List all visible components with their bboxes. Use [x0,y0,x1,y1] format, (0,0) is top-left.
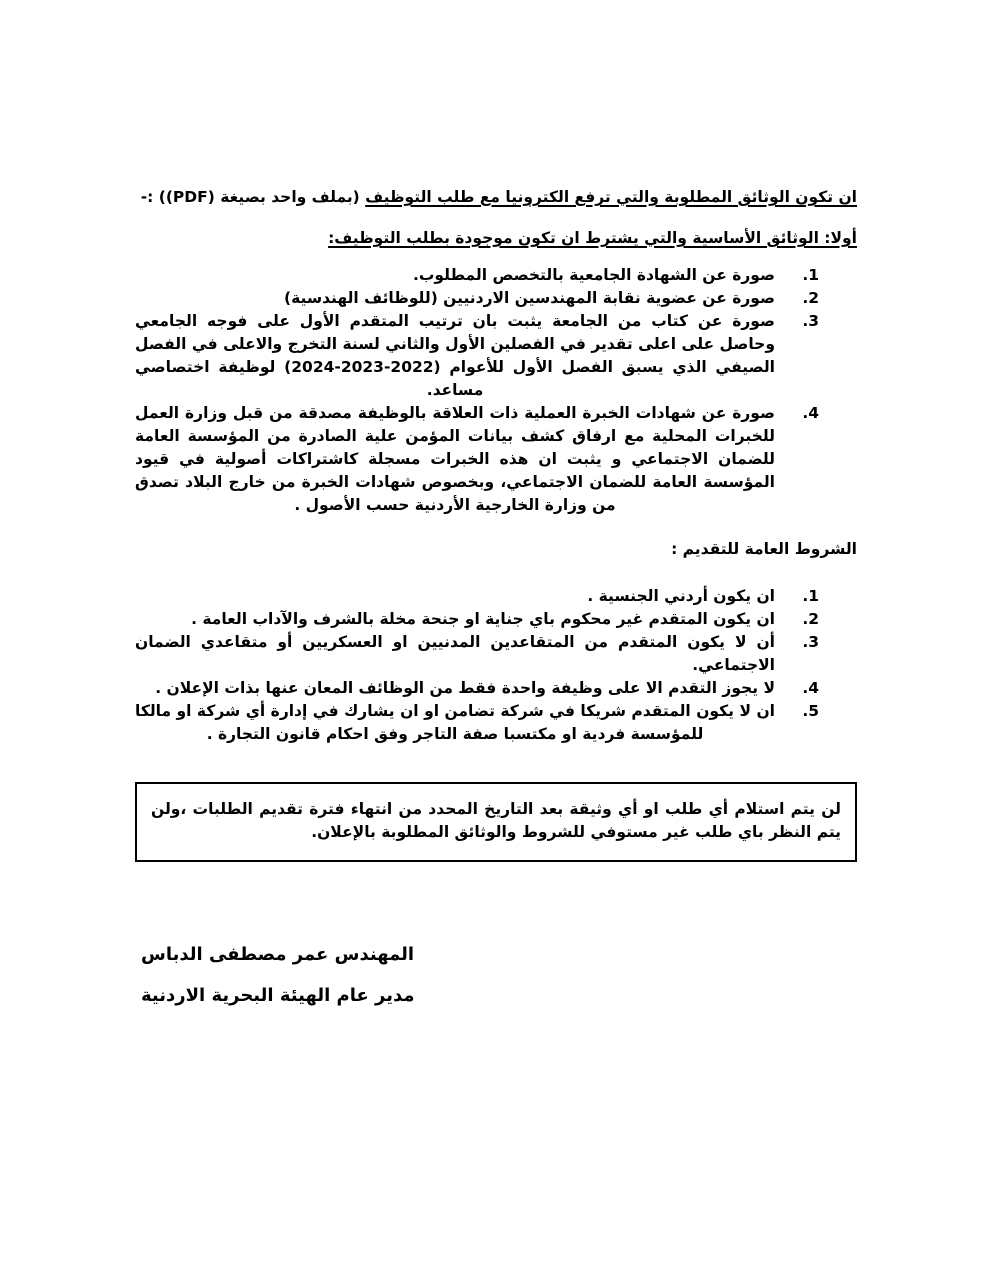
list-item-text: أن لا يكون المتقدم من المتقاعدين المدنيين او العسكريين أو متقاعدي الضمان الاجتماعي. [135,633,775,674]
list-item [135,585,819,608]
list-item [135,608,819,631]
list-item-text: صورة عن كتاب من الجامعة يثبت بان ترتيب المتقدم الأول على فوجه الجامعي وحاصل على اعلى تقدير في الفصلين الأول والثاني لسنة التخرج والاعلى في الفصل الصيفي الذي يسبق الفصل الأول للأعوام (2022-2023-2024) لوظيفة اختصاصي مساعد. [135,312,775,399]
list-item-number: 3. [802,633,819,651]
signature-block [135,934,857,1016]
list-item-text: لا يجوز التقدم الا على وظيفة واحدة فقط من الوظائف المعان عنها بذات الإعلان . [155,679,775,697]
list-item [135,402,819,517]
heading-required-documents-suffix: (بملف واحد بصيغة (PDF)) :- [140,188,366,206]
list-item [135,287,819,310]
list-item-number: 3. [802,312,819,330]
list-item [135,264,819,287]
list-item-number: 1. [802,266,819,284]
documents-list [135,264,857,517]
heading-basic-documents: أولا: الوثائق الأساسية والتي يشترط ان تكون موجودة بطلب التوظيف: [328,229,857,247]
heading-required-documents-underlined: ان تكون الوثائق المطلوبة والتي ترفع الكترونيا مع طلب التوظيف [365,188,857,206]
list-item-text: صورة عن شهادات الخبرة العملية ذات العلاقة بالوظيفة مصدقة من قبل وزارة العمل للخبرات المحلية مع ارفاق كشف بيانات المؤمن علية الصادرة من المؤسسة العامة للضمان الاجتماعي و يثبت ان هذه الخبرات مسجلة كاشتراكات أصولية في قيود المؤسسة العامة للضمان الاجتماعي، وبخصوص شهادات الخبرة من خارج البلاد تصدق من وزارة الخارجية الأردنية حسب الأصول . [135,404,775,514]
list-item-number: 4. [802,404,819,422]
list-item-number: 1. [802,587,819,605]
list-item-text: ان لا يكون المتقدم شريكا في شركة تضامن او ان يشارك في إدارة أي شركة او مالكا للمؤسسة فردية او مكتسبا صفة التاجر وفق احكام قانون التجارة . [135,702,775,743]
list-item-number: 2. [802,289,819,307]
conditions-list [135,585,857,746]
heading-general-conditions: الشروط العامة للتقديم : [671,540,857,558]
list-item-text: صورة عن عضوية نقابة المهندسين الاردنيين (للوظائف الهندسية) [284,289,775,307]
list-item-text: صورة عن الشهادة الجامعية بالتخصص المطلوب. [412,266,775,284]
list-item-number: 4. [802,679,819,697]
list-item [135,631,819,677]
list-item-text: ان يكون المتقدم غير محكوم باي جناية او جنحة مخلة بالشرف والآداب العامة . [191,610,775,628]
list-item-text: ان يكون أردني الجنسية . [587,587,775,605]
signature-title: مدير عام الهيئة البحرية الاردنية [141,985,415,1006]
signature-name: المهندس عمر مصطفى الدباس [141,944,415,965]
list-item-number: 5. [802,702,819,720]
heading-required-documents [135,186,857,209]
list-item [135,677,819,700]
list-item [135,700,819,746]
list-item [135,310,819,402]
notice-box: لن يتم استلام أي طلب او أي وثيقة بعد التاريخ المحدد من انتهاء فترة تقديم الطلبات ،ولن يتم النظر باي طلب غير مستوفي للشروط والوثائق المطلوبة بالإعلان. [135,782,857,862]
list-item-number: 2. [802,610,819,628]
